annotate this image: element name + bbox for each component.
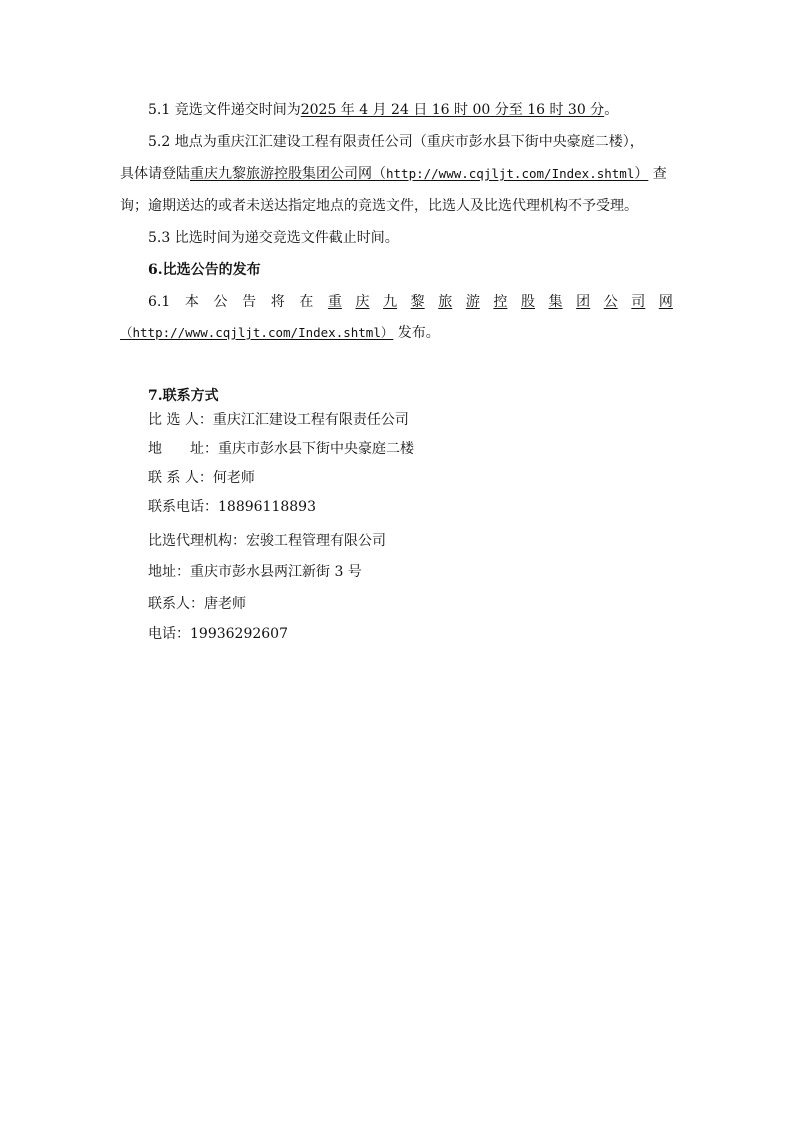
site-char: 旅 bbox=[438, 294, 453, 310]
section-5-2-line2 bbox=[120, 165, 673, 183]
section-6-heading: 6.比选公告的发布 bbox=[148, 262, 261, 278]
website-link[interactable] bbox=[190, 166, 648, 182]
section-5-2-prefix: 具体请登陆 bbox=[120, 166, 190, 182]
contact-person bbox=[148, 469, 673, 487]
site-char: 黎 bbox=[410, 294, 425, 310]
agency-phone bbox=[148, 625, 673, 643]
agency-name bbox=[148, 532, 673, 550]
contact-bidder bbox=[148, 411, 673, 429]
agency-name-label: 比选代理机构： bbox=[148, 533, 246, 549]
website-link-url: http://www.cqjljt.com/Index.shtml bbox=[386, 166, 635, 181]
contact-address-value: 重庆市彭水县下街中央豪庭二楼 bbox=[218, 441, 414, 457]
site-char: 集 bbox=[548, 294, 563, 310]
section-5-2-suffix: 查 bbox=[648, 166, 667, 182]
section-6-1-line1 bbox=[148, 293, 673, 311]
agency-person-label: 联系人： bbox=[148, 596, 204, 612]
site-name-link[interactable] bbox=[328, 293, 673, 311]
site-char: 团 bbox=[576, 294, 591, 310]
section-5-2-line3: 询；逾期送达的或者未送达指定地点的竞选文件，比选人及比选代理机构不予受理。 bbox=[120, 198, 638, 214]
section-5-1-suffix: 。 bbox=[604, 102, 619, 118]
site-char: 游 bbox=[465, 294, 480, 310]
s61-word: 本 bbox=[184, 294, 199, 310]
contact-phone bbox=[148, 498, 673, 516]
site-char: 公 bbox=[603, 294, 618, 310]
agency-person bbox=[148, 595, 673, 613]
site-char: 重 bbox=[327, 294, 342, 310]
submission-time: 2025 年 4 月 24 日 16 时 00 分至 16 时 30 分 bbox=[300, 102, 605, 118]
agency-address-label: 地址： bbox=[148, 564, 190, 580]
s61-word: 告 bbox=[242, 294, 257, 310]
section-6-1-line2 bbox=[120, 324, 673, 342]
s61-word: 在 bbox=[299, 294, 314, 310]
agency-person-value: 唐老师 bbox=[204, 596, 246, 612]
site-char: 控 bbox=[493, 294, 508, 310]
s61-word: 公 bbox=[213, 294, 228, 310]
contact-phone-value: 18896118893 bbox=[218, 499, 316, 515]
site-char: 庆 bbox=[355, 294, 370, 310]
section-5-2-line1: 5.2 地点为重庆江汇建设工程有限责任公司（重庆市彭水县下街中央豪庭二楼）， bbox=[148, 134, 644, 150]
site-char: 九 bbox=[383, 294, 398, 310]
section-7-heading: 7.联系方式 bbox=[148, 388, 219, 404]
contact-bidder-label: 比 选 人： bbox=[148, 412, 213, 428]
contact-bidder-value: 重庆江汇建设工程有限责任公司 bbox=[212, 412, 409, 428]
website-link-close: ） bbox=[634, 166, 649, 182]
site-char: 司 bbox=[631, 294, 646, 310]
section-5-1-prefix: 5.1 竞选文件递交时间为 bbox=[148, 102, 301, 118]
contact-phone-label: 联系电话： bbox=[148, 499, 218, 515]
section-5-3: 5.3 比选时间为递交竞选文件截止时间。 bbox=[148, 230, 399, 246]
contact-address-label-a: 地 bbox=[148, 441, 162, 457]
s61-word: 6.1 bbox=[148, 294, 171, 310]
contact-address bbox=[148, 440, 673, 458]
contact-person-label: 联 系 人： bbox=[148, 470, 213, 486]
site-char: 股 bbox=[520, 294, 535, 310]
website-link-text: 重庆九黎旅游控股集团公司网（ bbox=[190, 166, 386, 182]
s61-word: 将 bbox=[270, 294, 285, 310]
section-6-1-suffix: 发布。 bbox=[393, 325, 440, 341]
contact-person-value: 何老师 bbox=[212, 470, 255, 486]
section-5-1 bbox=[148, 101, 673, 119]
agency-address-value: 重庆市彭水县两江新街 3 号 bbox=[190, 564, 362, 580]
agency-phone-label: 电话： bbox=[148, 626, 190, 642]
agency-phone-value: 19936292607 bbox=[190, 626, 288, 642]
contact-address-label-b: 址： bbox=[190, 441, 218, 457]
site-char: 网 bbox=[658, 294, 673, 310]
agency-name-value: 宏骏工程管理有限公司 bbox=[246, 533, 386, 549]
site-url-link[interactable]: （http://www.cqjljt.com/Index.shtml） bbox=[120, 325, 394, 340]
agency-address bbox=[148, 563, 673, 581]
